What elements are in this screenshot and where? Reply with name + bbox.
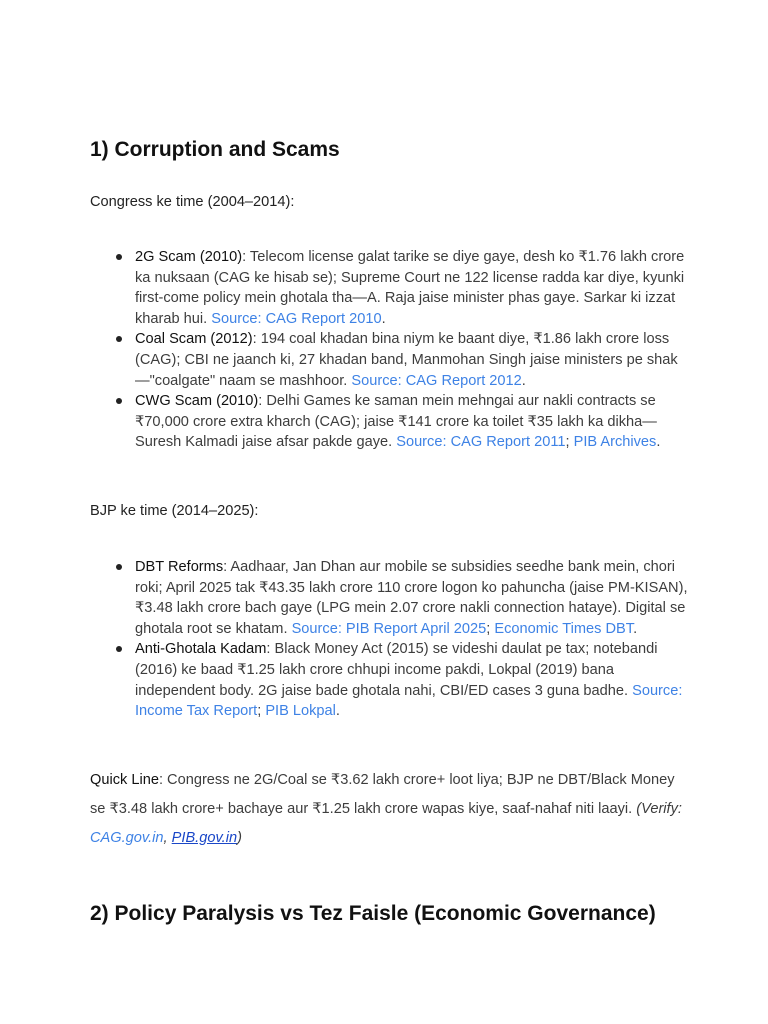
item-sep: ; (565, 434, 574, 451)
bullet-icon (116, 646, 122, 652)
source-link-cag-2011[interactable]: Source: CAG Report 2011 (396, 434, 566, 451)
bullet-icon (116, 336, 122, 342)
bjp-reform-list (90, 557, 690, 722)
list-item-anti-ghotala (90, 639, 690, 721)
item-text: : Delhi Games ke saman mein mehngai aur nakli contracts se ₹70,000 crore extra kharch (CAG); jaise ₹141 crore ka toilet ₹35 lakh ka dikha—Suresh Kalmadi jaise afsar pakde gaye. (135, 393, 657, 451)
quick-line-text: : Congress ne 2G/Coal se ₹3.62 lakh crore+ loot liya; BJP ne DBT/Black Money se ₹3.48 lakh crore+ bachaye aur ₹1.25 lakh crore wapas kiye, saaf-nahaf niti laayi. (90, 772, 675, 817)
item-end: . (656, 434, 661, 451)
list-item-coal-scam (90, 329, 690, 391)
bullet-icon (116, 398, 122, 404)
quick-line-paragraph (90, 766, 690, 853)
section-heading-corruption: 1) Corruption and Scams (90, 138, 340, 161)
item-end: . (633, 620, 638, 637)
bullet-icon (116, 254, 122, 260)
bullet-icon (116, 564, 122, 570)
list-item-cwg-scam (90, 391, 690, 453)
item-label: Anti-Ghotala Kadam (135, 641, 267, 658)
source-link-cag-2012[interactable]: Source: CAG Report 2012 (351, 372, 522, 389)
item-label: 2G Scam (2010) (135, 249, 243, 265)
verify-open: (Verify: (636, 801, 682, 817)
item-label: Coal Scam (2012) (135, 331, 253, 348)
item-end: . (335, 703, 340, 720)
quick-line-label: Quick Line (90, 772, 159, 788)
item-sep: ; (486, 620, 495, 637)
verify-link-pib[interactable]: PIB.gov.in (171, 830, 238, 846)
list-item-dbt-reforms (90, 557, 690, 639)
source-link-pib-archives[interactable]: PIB Archives (573, 434, 657, 451)
source-link-economic-times-dbt[interactable]: Economic Times DBT (494, 620, 634, 637)
list-item-2g-scam (90, 247, 690, 329)
source-link-pib-lokpal[interactable]: PIB Lokpal (265, 703, 336, 720)
section-heading-policy: 2) Policy Paralysis vs Tez Faisle (Economic Governance) (90, 902, 656, 925)
bjp-period-label: BJP ke time (2014–2025): (90, 503, 259, 519)
item-text: : Telecom license galat tarike se diye gaye, desh ko ₹1.76 lakh crore ka nuksaan (CAG ke hisab se); Supreme Court ne 122 license radda kar diye, kyunki first-come policy mein ghotala tha—A. Raja jaise minister phas gaye. Sarkar ki izzat kharab hui. (135, 249, 685, 327)
congress-scam-list (90, 247, 690, 453)
item-text: : 194 coal khadan bina niym ke baant diye, ₹1.86 lakh crore loss (CAG); CBI ne jaanch ki, 27 khadan band, Manmohan Singh jaise ministers pe shak—"coalgate" naam se mashhoor. (135, 331, 678, 389)
item-label: DBT Reforms (135, 559, 224, 575)
source-link-pib-april-2025[interactable]: Source: PIB Report April 2025 (291, 620, 487, 637)
item-text: : Aadhaar, Jan Dhan aur mobile se subsidies seedhe bank mein, chori roki; April 2025 tak ₹43.35 lakh crore 110 crore logon ko pahuncha (jaise PM-KISAN), ₹3.48 lakh crore bach gaye (LPG mein 2.07 crore nakli connection hataye). Digital se ghotala root se khatam. (135, 559, 688, 637)
item-end: . (381, 310, 386, 327)
source-link-income-tax-report[interactable]: Source: Income Tax Report (135, 682, 683, 720)
verify-close: ) (237, 830, 242, 846)
item-label: CWG Scam (2010) (135, 393, 259, 410)
verify-link-cag[interactable]: CAG.gov.in (90, 830, 164, 846)
congress-period-label: Congress ke time (2004–2014): (90, 194, 295, 210)
source-link-cag-2010[interactable]: Source: CAG Report 2010 (211, 310, 382, 327)
item-sep: ; (257, 703, 266, 720)
verify-sep: , (163, 830, 172, 846)
item-end: . (521, 372, 526, 389)
item-text: : Black Money Act (2015) se videshi daulat pe tax; notebandi (2016) ke baad ₹1.25 lakh crore chhupi income pakdi, Lokpal (2019) bana independent body. 2G jaise bade ghotala nahi, CBI/ED cases 3 guna badhe. (135, 641, 658, 699)
